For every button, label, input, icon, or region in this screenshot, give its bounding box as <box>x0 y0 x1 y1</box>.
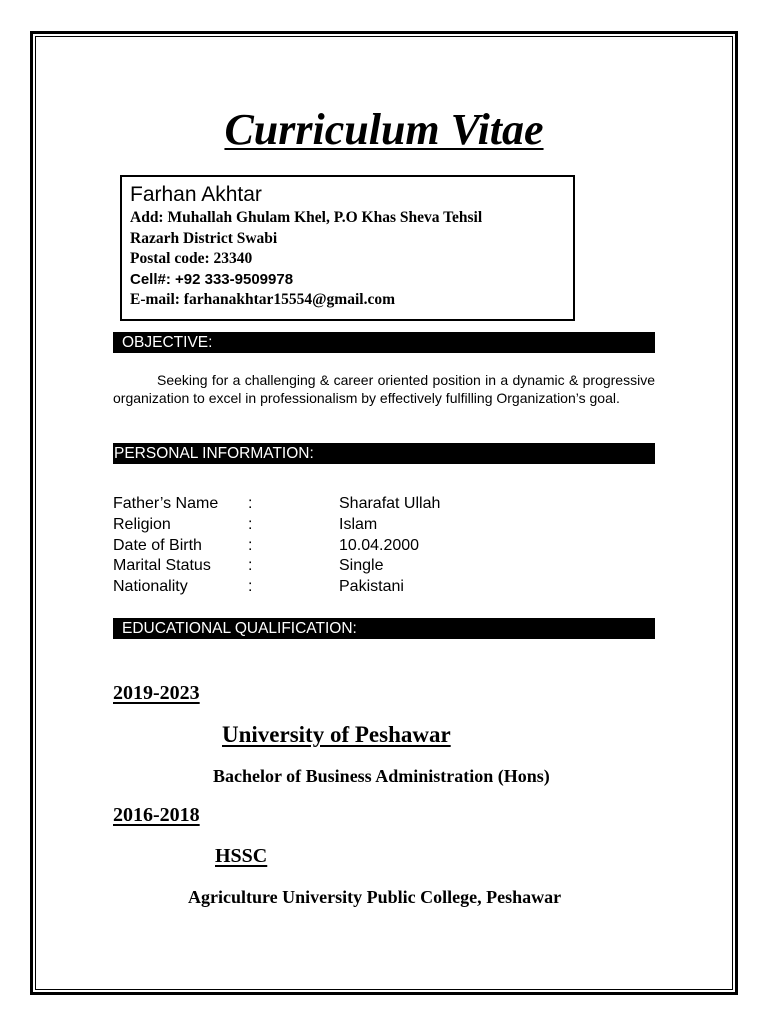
contact-cell: Cell#: +92 333-9509978 <box>130 270 294 288</box>
education-detail: Bachelor of Business Administration (Hons) <box>213 766 550 786</box>
education-years: 2016-2018 <box>113 804 200 826</box>
info-value: Sharafat Ullah <box>339 495 441 512</box>
info-row-date-of-birth <box>113 535 613 556</box>
contact-name: Farhan Akhtar <box>130 183 262 206</box>
info-row-marital-status <box>113 555 613 576</box>
contact-address-line1: Add: Muhallah Ghulam Khel, P.O Khas Sheva Tehsil <box>130 209 483 226</box>
info-colon: : <box>248 516 253 533</box>
info-value: 10.04.2000 <box>339 537 420 554</box>
info-colon: : <box>248 537 253 554</box>
contact-postal-code: Postal code: 23340 <box>130 250 253 267</box>
education-years: 2019-2023 <box>113 682 200 704</box>
info-row-religion <box>113 514 613 535</box>
education-institution: University of Peshawar <box>222 722 451 747</box>
info-label: Date of Birth <box>113 537 202 554</box>
education-detail: Agriculture University Public College, Peshawar <box>188 887 562 907</box>
info-label: Religion <box>113 516 171 533</box>
info-colon: : <box>248 557 253 574</box>
info-row-nationality <box>113 576 613 597</box>
contact-address-line2: Razarh District Swabi <box>130 229 278 247</box>
section-heading-personal-information: PERSONAL INFORMATION: <box>113 443 655 464</box>
info-label: Marital Status <box>113 557 211 574</box>
info-value: Single <box>339 557 384 574</box>
info-value: Islam <box>339 516 378 533</box>
contact-box <box>120 175 575 321</box>
section-heading-educational-qualification: EDUCATIONAL QUALIFICATION: <box>113 618 655 639</box>
document-title: Curriculum Vitae <box>224 105 544 154</box>
objective-text: Seeking for a challenging & career oriented position in a dynamic & progressive organization to excel in professionalism by effectively fulfilling Organization’s goal. <box>113 372 655 406</box>
info-label: Nationality <box>113 578 188 595</box>
info-value: Pakistani <box>339 578 404 595</box>
info-label: Father’s Name <box>113 495 219 512</box>
info-row-fathers-name <box>113 493 613 514</box>
info-colon: : <box>248 495 253 512</box>
education-institution: HSSC <box>215 845 268 867</box>
contact-email: E-mail: farhanakhtar15554@gmail.com <box>130 291 395 308</box>
info-colon: : <box>248 578 253 595</box>
section-heading-objective: OBJECTIVE: <box>113 332 655 353</box>
